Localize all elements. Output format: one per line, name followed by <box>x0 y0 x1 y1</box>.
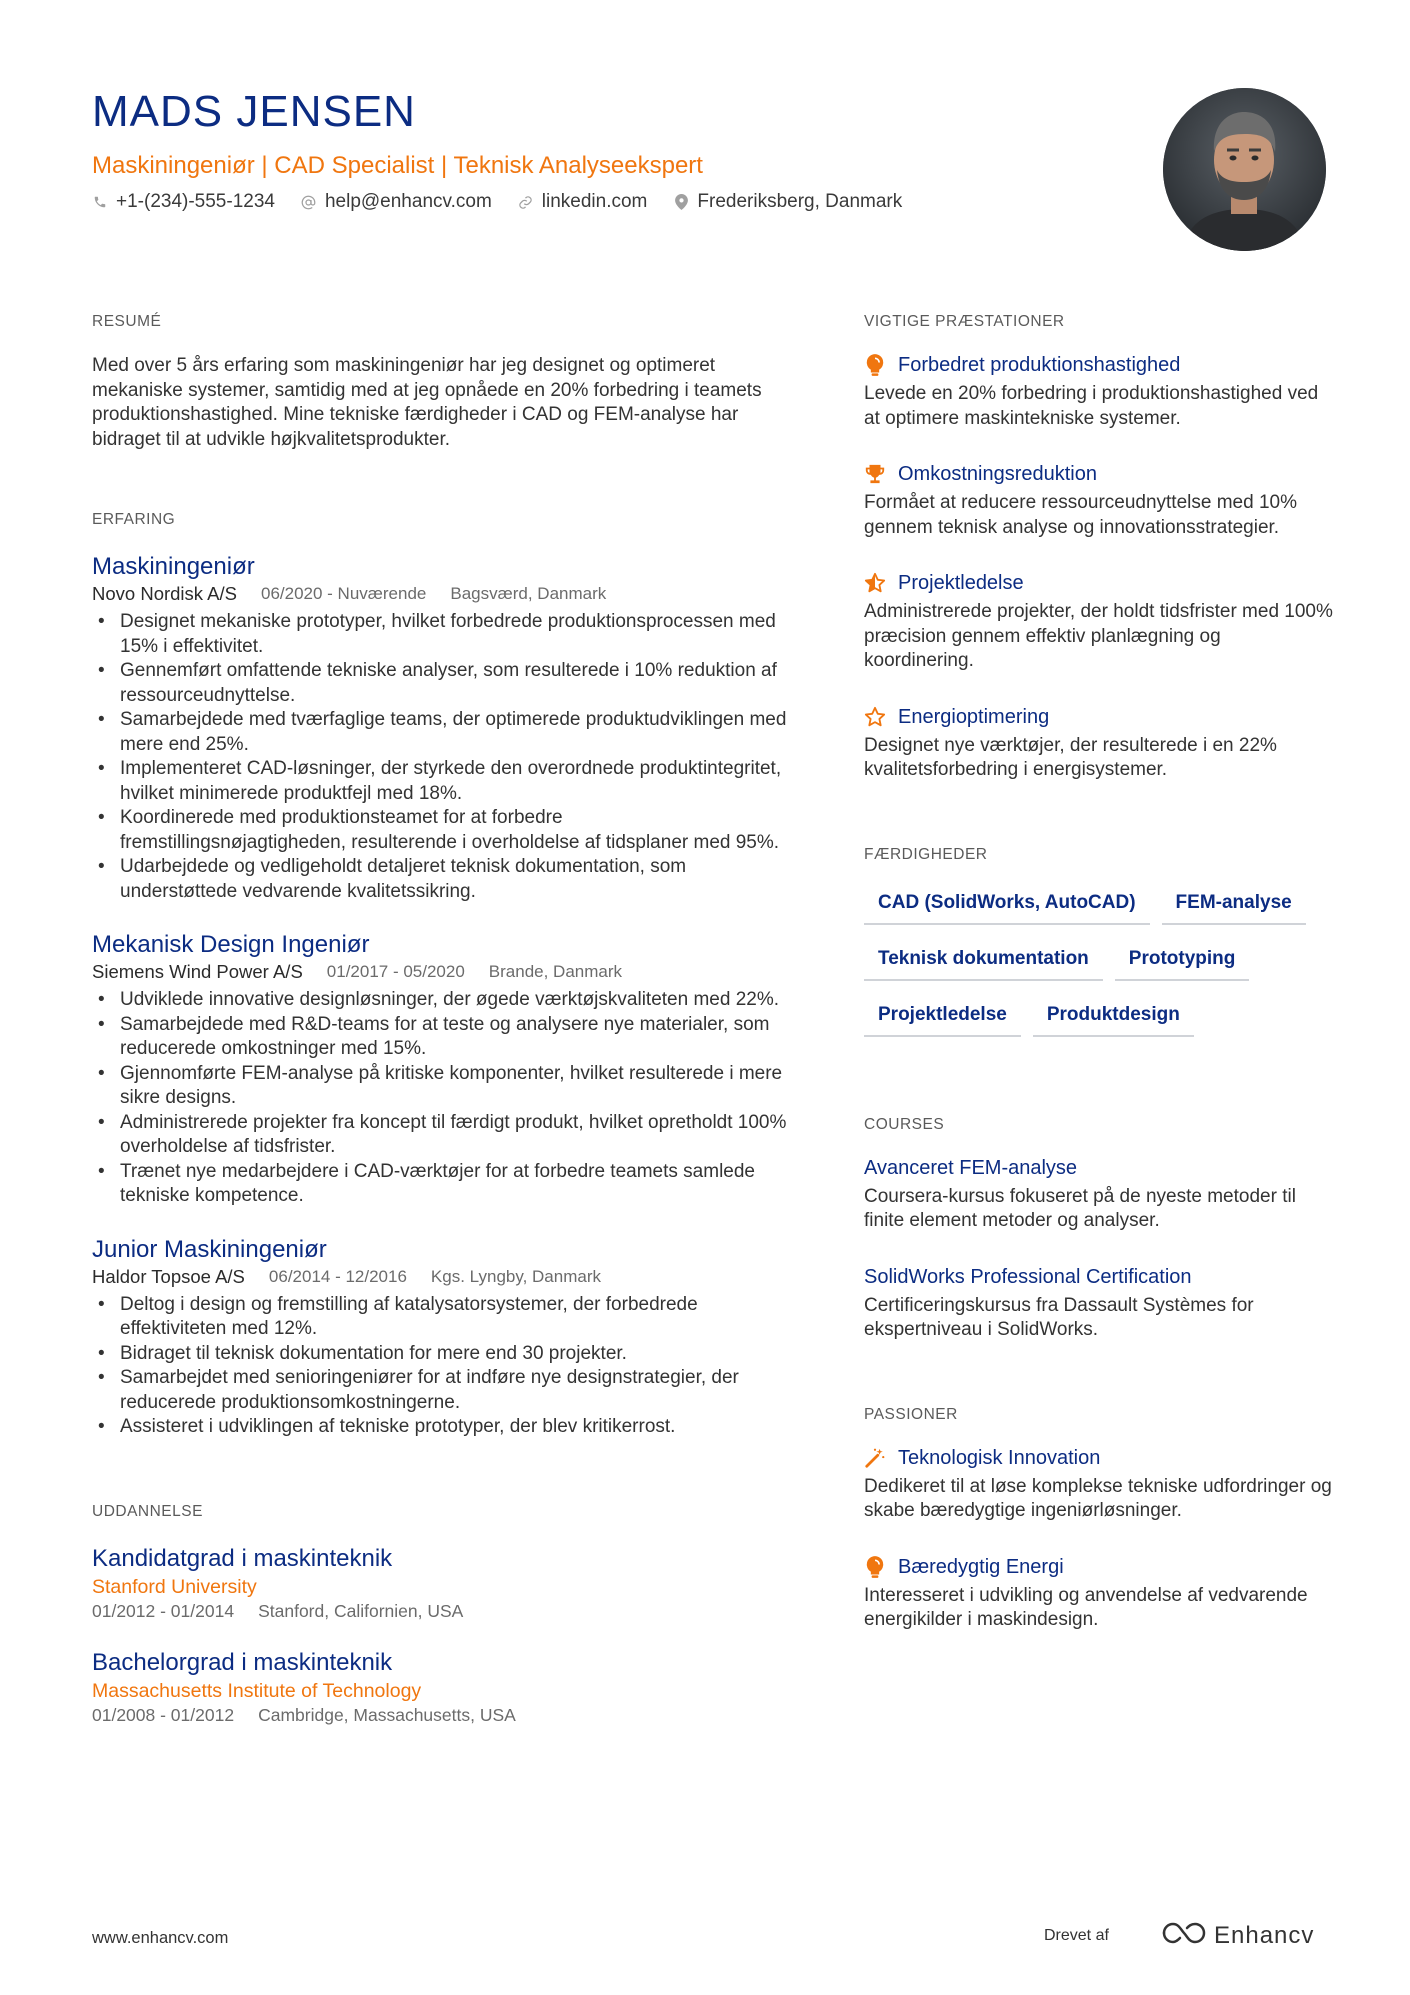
education-meta <box>92 1600 792 1622</box>
course-desc: Certificeringskursus fra Dassault Systèmes for ekspertniveau i SolidWorks. <box>864 1294 1254 1340</box>
job-bullet: • Assisteret i udviklingen af tekniske prototyper, der blev kritikerrost. <box>92 1415 792 1440</box>
passion-title: Bæredygtig Energi <box>898 1555 1064 1578</box>
lightbulb-icon <box>864 1556 886 1578</box>
job-bullet: • Gennemført omfattende tekniske analyser, som resulterede i 10% reduktion af ressourceudnyttelse. <box>92 659 792 708</box>
achievement-head <box>864 570 1334 596</box>
education-dates: 01/2012 - 01/2014 <box>92 1600 235 1621</box>
trophy-icon <box>864 463 886 485</box>
contact-phone-text: +1-(234)-555-1234 <box>116 191 275 212</box>
passion-item <box>864 1554 1334 1633</box>
job-company: Siemens Wind Power A/S <box>92 961 303 982</box>
magic-wand-icon <box>864 1447 886 1469</box>
footer-brand-logo[interactable] <box>1160 1919 1314 1952</box>
passion-head <box>864 1445 1334 1471</box>
job-bullet: • Samarbejdet med senioringeniører for at indføre nye designstrategier, der reducerede produktionsomkostningerne. <box>92 1366 792 1415</box>
job-bullet: • Designet mekaniske prototyper, hvilket forbedrede produktionsprocessen med 15% i effektivitet. <box>92 610 792 659</box>
course-item <box>864 1155 1334 1234</box>
education-school: Stanford University <box>92 1575 257 1598</box>
education-entry <box>92 1544 792 1622</box>
education-degree: Kandidatgrad i maskinteknik <box>92 1544 393 1572</box>
link-icon <box>518 194 534 210</box>
achievement-item <box>864 704 1334 783</box>
job-location: Brande, Danmark <box>488 962 623 981</box>
passion-item <box>864 1445 1334 1524</box>
job-location: Bagsværd, Danmark <box>450 584 607 603</box>
job-bullet: • Samarbejdede med tværfaglige teams, der optimerede produktudviklingen med mere end 25%. <box>92 708 792 757</box>
job-entry <box>92 552 792 904</box>
achievements-section-title: VIGTIGE PRÆSTATIONER <box>864 313 1065 330</box>
skill-tag: Projektledelse <box>864 999 1021 1037</box>
resume-header <box>92 88 1152 214</box>
avatar <box>1163 88 1326 251</box>
achievement-head <box>864 352 1334 378</box>
skill-tag: Prototyping <box>1115 943 1250 981</box>
star-half-icon <box>864 572 886 594</box>
education-degree: Bachelorgrad i maskinteknik <box>92 1648 393 1676</box>
achievement-head <box>864 704 1334 730</box>
job-entry <box>92 930 792 1209</box>
footer-powered-label: Drevet af <box>1044 1927 1109 1944</box>
course-title: SolidWorks Professional Certification <box>864 1265 1192 1288</box>
lightbulb-icon <box>864 354 886 376</box>
skills-section-title: FÆRDIGHEDER <box>864 845 988 863</box>
enhancv-logo-icon <box>1160 1919 1208 1952</box>
achievement-desc: Levede en 20% forbedring i produktionshastighed ved at optimere maskintekniske systemer. <box>864 383 1319 429</box>
education-section-title: UDDANNELSE <box>92 1502 203 1520</box>
course-title: Avanceret FEM-analyse <box>864 1156 1078 1179</box>
achievement-item <box>864 570 1334 674</box>
job-bullet: • Deltog i design og fremstilling af katalysatorsystemer, der forbedrede effektiviteten med 12%. <box>92 1293 792 1342</box>
passion-desc: Dedikeret til at løse komplekse tekniske udfordringer og skabe bæredygtige ingeniørløsninger. <box>864 1475 1332 1521</box>
passion-desc: Interesseret i udvikling og anvendelse af vedvarende energikilder i maskindesign. <box>864 1584 1308 1630</box>
achievement-item <box>864 352 1334 431</box>
skills-list <box>864 887 1324 1037</box>
achievement-desc: Administrerede projekter, der holdt tidsfrister med 100% præcision gennem effektiv planlægning og koordinering. <box>864 601 1333 671</box>
skill-tag: CAD (SolidWorks, AutoCAD) <box>864 887 1150 925</box>
right-column <box>864 312 1334 1633</box>
phone-icon <box>92 194 108 210</box>
job-meta <box>92 1265 792 1289</box>
achievement-head <box>864 461 1334 487</box>
job-bullet: • Trænet nye medarbejdere i CAD-værktøjer for at forbedre teamets samlede tekniske kompetence. <box>92 1160 792 1209</box>
job-bullet: • Administrerede projekter fra koncept til færdigt produkt, hvilket opretholdt 100% overholdelse af tidsfrister. <box>92 1111 792 1160</box>
course-desc: Coursera-kursus fokuseret på de nyeste metoder til finite element metoder og analyser. <box>864 1185 1296 1231</box>
job-dates: 06/2014 - 12/2016 <box>268 1266 407 1286</box>
achievement-desc: Designet nye værktøjer, der resulterede i en 22% kvalitetsforbedring i energisystemer. <box>864 734 1277 780</box>
achievement-title: Energioptimering <box>898 705 1050 728</box>
job-bullets <box>92 1293 792 1440</box>
achievement-title: Forbedret produktionshastighed <box>898 354 1181 376</box>
contact-location <box>673 190 902 214</box>
education-location: Cambridge, Massachusetts, USA <box>258 1704 516 1725</box>
job-location: Kgs. Lyngby, Danmark <box>430 1266 601 1286</box>
job-bullet: • Implementeret CAD-løsninger, der styrkede den overordnede produktintegritet, hvilket minimerede produktfejl med 18%. <box>92 757 792 806</box>
job-company: Haldor Topsoe A/S <box>92 1265 245 1287</box>
course-item <box>864 1264 1334 1343</box>
contact-email-text: help@enhancv.com <box>324 191 492 212</box>
achievement-item <box>864 461 1334 540</box>
skill-tag: Teknisk dokumentation <box>864 943 1103 981</box>
job-dates: 01/2017 - 05/2020 <box>326 962 465 981</box>
education-location: Stanford, Californien, USA <box>258 1600 464 1621</box>
candidate-name: MADS JENSEN <box>92 87 416 136</box>
contact-linkedin[interactable] <box>518 190 648 214</box>
job-title: Junior Maskiningeniør <box>92 1235 327 1263</box>
job-bullet: • Koordinerede med produktionsteamet for at forbedre fremstillingsnøjagtigheden, resulterende i overholdelse af tidsplaner med 95%. <box>92 806 792 855</box>
education-entry <box>92 1648 792 1726</box>
candidate-subtitle: Maskiningeniør | CAD Specialist | Teknisk Analyseekspert <box>92 152 703 179</box>
skill-tag: Produktdesign <box>1033 999 1194 1037</box>
job-title: Mekanisk Design Ingeniør <box>92 931 370 958</box>
contact-email[interactable] <box>301 190 492 214</box>
experience-section-title: ERFARING <box>92 511 176 528</box>
achievement-desc: Formået at reducere ressourceudnyttelse med 10% gennem teknisk analyse og innovationsstrategier. <box>864 492 1297 538</box>
achievement-title: Projektledelse <box>898 572 1024 594</box>
education-school: Massachusetts Institute of Technology <box>92 1679 422 1702</box>
education-dates: 01/2008 - 01/2012 <box>92 1704 235 1725</box>
footer-url[interactable]: www.enhancv.com <box>92 1929 229 1947</box>
summary-section-title: RESUMÉ <box>92 313 162 330</box>
job-title: Maskiningeniør <box>92 553 255 580</box>
job-bullet: • Udarbejdede og vedligeholdt detaljeret teknisk dokumentation, som understøttede vedvarende kvalitetssikring. <box>92 855 792 904</box>
job-company: Novo Nordisk A/S <box>92 583 237 604</box>
footer <box>92 1921 1318 1955</box>
job-entry <box>92 1235 792 1440</box>
job-meta <box>92 582 792 606</box>
passions-section-title: PASSIONER <box>864 1405 958 1423</box>
job-meta <box>92 960 792 984</box>
courses-section-title: COURSES <box>864 1115 945 1133</box>
job-bullets <box>92 988 792 1209</box>
skill-tag: FEM-analyse <box>1162 887 1306 925</box>
job-bullet: • Bidraget til teknisk dokumentation for mere end 30 projekter. <box>92 1342 792 1367</box>
passion-title: Teknologisk Innovation <box>898 1446 1101 1469</box>
star-outline-icon <box>864 706 886 728</box>
contact-location-text: Frederiksberg, Danmark <box>697 191 903 212</box>
location-pin-icon <box>673 194 689 210</box>
left-column <box>92 312 792 1726</box>
footer-brand-name: Enhancv <box>1214 1921 1315 1949</box>
job-bullet: • Gjennomførte FEM-analyse på kritiske komponenter, hvilket resulterede i mere sikre designs. <box>92 1062 792 1111</box>
passion-head <box>864 1554 1334 1580</box>
achievement-title: Omkostningsreduktion <box>898 463 1097 485</box>
contact-phone[interactable] <box>92 190 275 214</box>
at-icon <box>301 194 317 210</box>
summary-text: Med over 5 års erfaring som maskiningeniør har jeg designet og optimeret mekaniske systemer, samtidig med at jeg opnåede en 20% forbedring i teamets produktionshastighed. Mine tekniske færdigheder i CAD og FEM-analyse har bidraget til at udvikle højkvalitetsprodukter. <box>92 355 762 450</box>
job-bullets <box>92 610 792 904</box>
contact-linkedin-text: linkedin.com <box>541 191 648 212</box>
job-bullet: • Udviklede innovative designløsninger, der øgede værktøjskvaliteten med 22%. <box>92 988 792 1013</box>
job-bullet: • Samarbejdede med R&D-teams for at teste og analysere nye materialer, som reducerede omkostninger med 15%. <box>92 1013 792 1062</box>
education-meta <box>92 1704 792 1726</box>
job-dates: 06/2020 - Nuværende <box>260 584 427 603</box>
contact-bar <box>92 190 1152 214</box>
